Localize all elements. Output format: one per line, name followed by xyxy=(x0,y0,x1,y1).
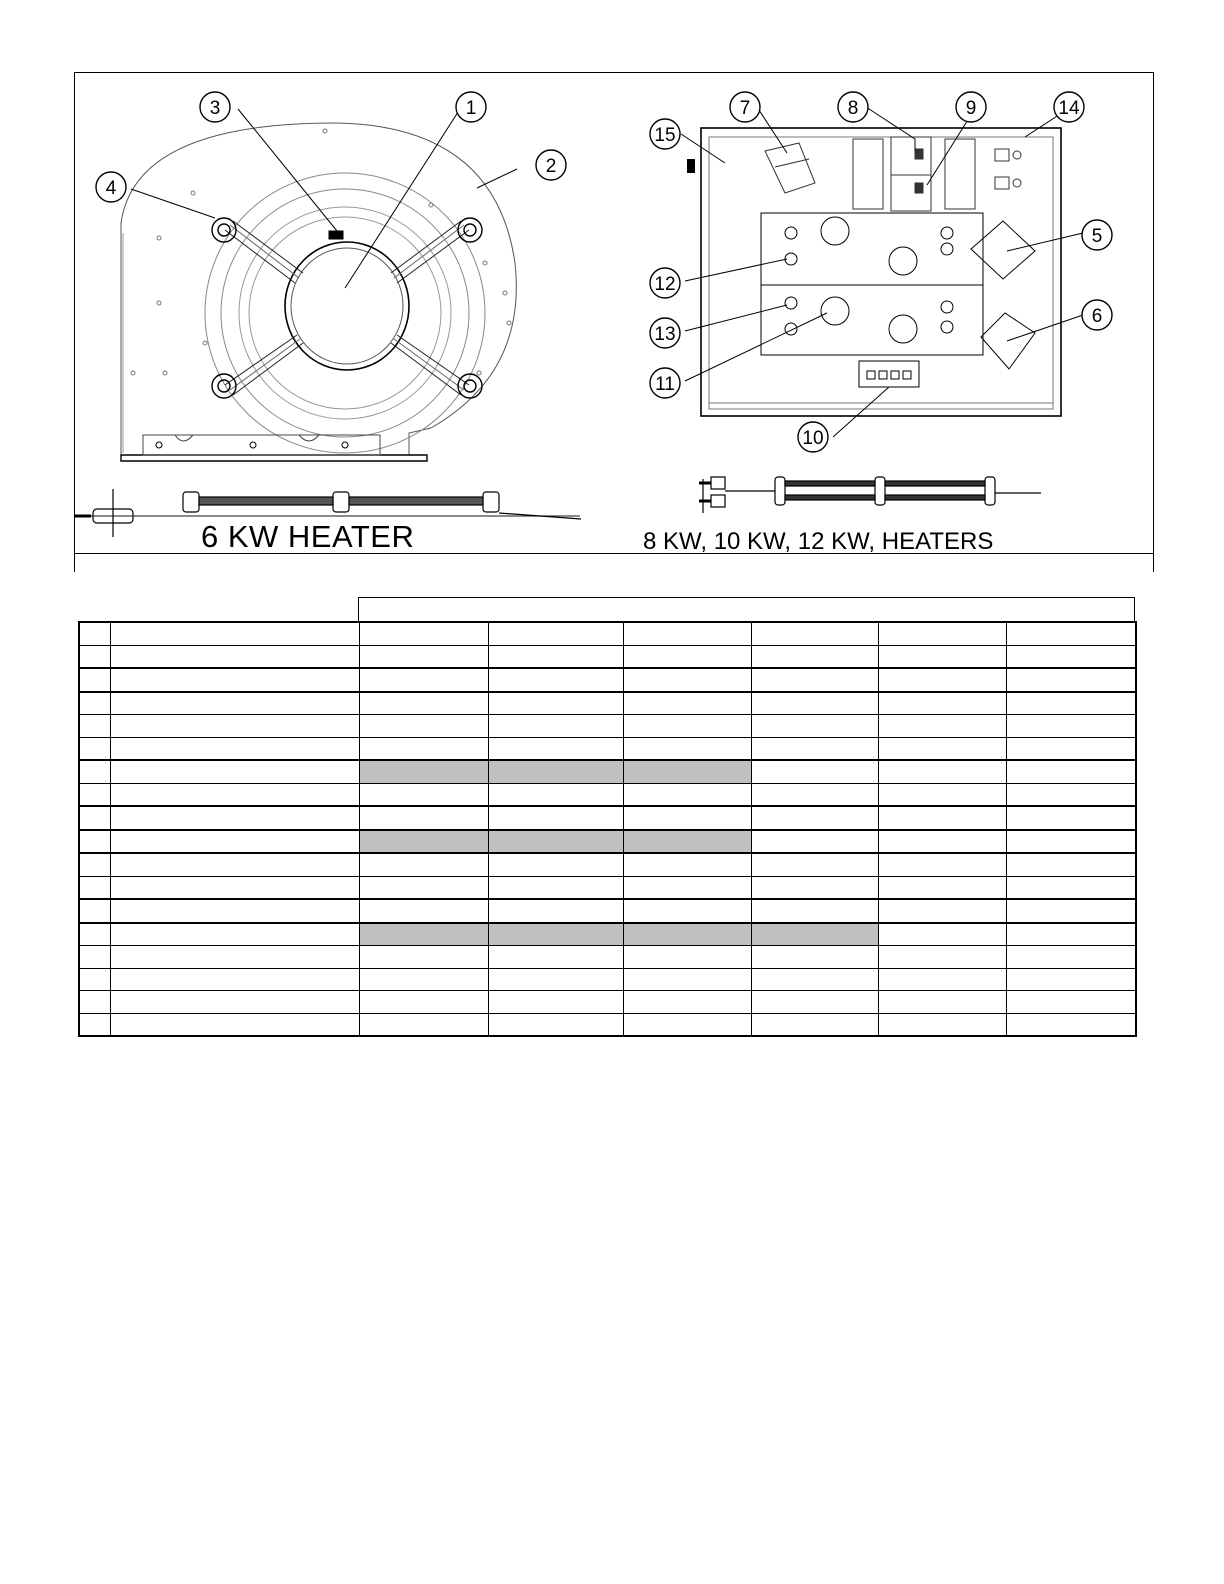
model-part-cell xyxy=(623,899,751,923)
model-part-cell xyxy=(359,876,488,899)
model-part-cell xyxy=(488,830,623,854)
item-number-cell xyxy=(79,876,110,899)
model-part-cell xyxy=(751,622,878,645)
model-part-cell xyxy=(623,1013,751,1036)
description-cell xyxy=(110,692,359,715)
callout-10 xyxy=(798,422,828,452)
model-part-cell xyxy=(1006,692,1136,715)
table-row xyxy=(79,760,1136,783)
description-cell xyxy=(110,783,359,806)
model-part-cell xyxy=(623,806,751,830)
model-part-cell xyxy=(359,760,488,783)
description-cell xyxy=(110,645,359,668)
description-cell xyxy=(110,899,359,923)
model-part-cell xyxy=(751,991,878,1014)
svg-text:8: 8 xyxy=(847,98,859,119)
model-part-cell xyxy=(878,806,1006,830)
model-part-cell xyxy=(1006,991,1136,1014)
item-number-cell xyxy=(79,645,110,668)
parts-list-table-section xyxy=(78,597,1135,1052)
model-part-cell xyxy=(488,737,623,760)
model-part-cell xyxy=(623,715,751,738)
control-box-drawing xyxy=(681,107,1083,437)
model-part-cell xyxy=(751,692,878,715)
callout-3 xyxy=(200,92,230,122)
model-part-cell xyxy=(359,692,488,715)
item-number-cell xyxy=(79,1013,110,1036)
model-part-cell xyxy=(1006,645,1136,668)
description-cell xyxy=(110,991,359,1014)
model-part-cell xyxy=(1006,668,1136,692)
model-part-cell xyxy=(623,968,751,991)
description-cell xyxy=(110,853,359,876)
table-row xyxy=(79,968,1136,991)
item-number-cell xyxy=(79,760,110,783)
svg-text:1: 1 xyxy=(465,98,477,119)
8-10-12kw-heaters-caption: 8 KW, 10 KW, 12 KW, HEATERS xyxy=(643,528,994,555)
model-part-cell xyxy=(878,783,1006,806)
model-part-cell xyxy=(623,760,751,783)
item-number-cell xyxy=(79,806,110,830)
model-part-cell xyxy=(1006,760,1136,783)
model-part-cell xyxy=(623,876,751,899)
model-part-cell xyxy=(623,622,751,645)
description-cell xyxy=(110,715,359,738)
description-cell xyxy=(110,923,359,946)
model-part-cell xyxy=(359,946,488,969)
callout-6 xyxy=(1082,300,1112,330)
model-part-cell xyxy=(488,783,623,806)
table-row xyxy=(79,923,1136,946)
model-part-cell xyxy=(751,737,878,760)
panel-divider xyxy=(75,553,1153,554)
description-cell xyxy=(110,668,359,692)
item-number-cell xyxy=(79,968,110,991)
model-part-cell xyxy=(878,622,1006,645)
model-part-cell xyxy=(488,876,623,899)
model-part-cell xyxy=(751,1013,878,1036)
callout-7 xyxy=(730,92,760,122)
model-part-cell xyxy=(488,899,623,923)
table-row xyxy=(79,737,1136,760)
model-part-cell xyxy=(878,991,1006,1014)
model-part-cell xyxy=(359,1013,488,1036)
8-10-12kw-heater-elements xyxy=(699,477,1041,513)
model-part-cell xyxy=(623,668,751,692)
model-part-cell xyxy=(623,783,751,806)
model-part-cell xyxy=(751,853,878,876)
table-row xyxy=(79,668,1136,692)
model-part-cell xyxy=(359,668,488,692)
callout-2 xyxy=(536,150,566,180)
model-part-cell xyxy=(751,923,878,946)
model-part-cell xyxy=(488,946,623,969)
model-part-cell xyxy=(623,853,751,876)
model-part-cell xyxy=(878,668,1006,692)
description-cell xyxy=(110,946,359,969)
table-row xyxy=(79,806,1136,830)
model-part-cell xyxy=(359,991,488,1014)
model-part-cell xyxy=(1006,715,1136,738)
model-part-cell xyxy=(488,968,623,991)
svg-text:9: 9 xyxy=(965,98,977,119)
item-number-cell xyxy=(79,715,110,738)
model-part-cell xyxy=(488,760,623,783)
table-row xyxy=(79,991,1136,1014)
model-part-cell xyxy=(359,737,488,760)
description-cell xyxy=(110,968,359,991)
model-part-cell xyxy=(359,622,488,645)
svg-text:3: 3 xyxy=(209,98,221,119)
description-cell xyxy=(110,1013,359,1036)
model-part-cell xyxy=(488,668,623,692)
svg-text:5: 5 xyxy=(1091,226,1103,247)
svg-text:4: 4 xyxy=(105,178,117,199)
table-row xyxy=(79,645,1136,668)
svg-text:13: 13 xyxy=(654,324,676,345)
item-number-cell xyxy=(79,946,110,969)
model-part-cell xyxy=(488,923,623,946)
model-part-cell xyxy=(878,645,1006,668)
model-part-cell xyxy=(878,830,1006,854)
model-part-cell xyxy=(1006,923,1136,946)
item-number-cell xyxy=(79,622,110,645)
description-cell xyxy=(110,622,359,645)
item-number-cell xyxy=(79,830,110,854)
model-part-cell xyxy=(359,645,488,668)
item-number-cell xyxy=(79,923,110,946)
callout-15 xyxy=(650,119,680,149)
callout-14 xyxy=(1054,92,1084,122)
callout-balloons xyxy=(96,92,1112,452)
model-part-cell xyxy=(878,715,1006,738)
model-part-cell xyxy=(488,853,623,876)
blower-housing-drawing xyxy=(121,109,517,461)
svg-text:11: 11 xyxy=(655,374,675,395)
model-column-group-header xyxy=(358,597,1135,622)
model-part-cell xyxy=(488,645,623,668)
model-part-cell xyxy=(359,968,488,991)
model-part-cell xyxy=(1006,622,1136,645)
model-part-cell xyxy=(751,876,878,899)
model-part-cell xyxy=(1006,783,1136,806)
item-number-cell xyxy=(79,899,110,923)
model-part-cell xyxy=(751,899,878,923)
6kw-heater-caption: 6 KW HEATER xyxy=(201,519,415,554)
model-part-cell xyxy=(623,830,751,854)
model-part-cell xyxy=(623,692,751,715)
model-part-cell xyxy=(623,645,751,668)
model-part-cell xyxy=(878,876,1006,899)
model-part-cell xyxy=(1006,830,1136,854)
item-number-cell xyxy=(79,783,110,806)
table-row xyxy=(79,622,1136,645)
model-part-cell xyxy=(359,783,488,806)
item-number-cell xyxy=(79,991,110,1014)
svg-text:6: 6 xyxy=(1091,306,1103,327)
table-row xyxy=(79,876,1136,899)
model-part-cell xyxy=(878,853,1006,876)
item-number-cell xyxy=(79,692,110,715)
model-part-cell xyxy=(751,668,878,692)
description-cell xyxy=(110,806,359,830)
model-part-cell xyxy=(878,899,1006,923)
svg-text:12: 12 xyxy=(654,274,676,295)
table-row xyxy=(79,899,1136,923)
model-part-cell xyxy=(623,737,751,760)
table-row xyxy=(79,830,1136,854)
model-part-cell xyxy=(359,923,488,946)
svg-text:14: 14 xyxy=(1058,98,1080,119)
model-part-cell xyxy=(878,692,1006,715)
parts-diagram-panel xyxy=(74,72,1154,572)
model-part-cell xyxy=(878,760,1006,783)
model-part-cell xyxy=(751,968,878,991)
table-row xyxy=(79,692,1136,715)
callout-5 xyxy=(1082,220,1112,250)
table-row xyxy=(79,853,1136,876)
table-row xyxy=(79,946,1136,969)
model-part-cell xyxy=(359,715,488,738)
model-part-cell xyxy=(488,1013,623,1036)
model-part-cell xyxy=(359,899,488,923)
model-part-cell xyxy=(488,991,623,1014)
callout-9 xyxy=(956,92,986,122)
svg-text:15: 15 xyxy=(654,125,676,146)
item-number-cell xyxy=(79,737,110,760)
model-part-cell xyxy=(1006,968,1136,991)
callout-1 xyxy=(456,92,486,122)
table-row xyxy=(79,783,1136,806)
callout-11 xyxy=(650,368,680,398)
table-row xyxy=(79,1013,1136,1036)
callout-12 xyxy=(650,268,680,298)
model-part-cell xyxy=(623,991,751,1014)
model-part-cell xyxy=(488,622,623,645)
heater-parts-diagram xyxy=(75,73,1153,573)
callout-13 xyxy=(650,318,680,348)
model-part-cell xyxy=(488,692,623,715)
svg-text:7: 7 xyxy=(739,98,751,119)
model-part-cell xyxy=(878,1013,1006,1036)
model-part-cell xyxy=(1006,737,1136,760)
model-part-cell xyxy=(878,946,1006,969)
svg-text:2: 2 xyxy=(545,156,557,177)
description-cell xyxy=(110,760,359,783)
model-part-cell xyxy=(1006,899,1136,923)
model-part-cell xyxy=(751,715,878,738)
description-cell xyxy=(110,737,359,760)
model-part-cell xyxy=(751,783,878,806)
model-part-cell xyxy=(751,760,878,783)
model-part-cell xyxy=(359,853,488,876)
model-part-cell xyxy=(359,830,488,854)
model-part-cell xyxy=(751,645,878,668)
model-part-cell xyxy=(1006,876,1136,899)
callout-4 xyxy=(96,172,126,202)
model-part-cell xyxy=(751,946,878,969)
svg-text:10: 10 xyxy=(802,428,824,449)
model-part-cell xyxy=(1006,853,1136,876)
parts-list-table xyxy=(78,621,1137,1037)
description-cell xyxy=(110,830,359,854)
table-row xyxy=(79,715,1136,738)
model-part-cell xyxy=(488,806,623,830)
model-part-cell xyxy=(623,923,751,946)
model-part-cell xyxy=(488,715,623,738)
model-part-cell xyxy=(359,806,488,830)
description-cell xyxy=(110,876,359,899)
callout-8 xyxy=(838,92,868,122)
model-part-cell xyxy=(878,737,1006,760)
model-part-cell xyxy=(1006,1013,1136,1036)
model-part-cell xyxy=(751,830,878,854)
model-part-cell xyxy=(1006,946,1136,969)
item-number-cell xyxy=(79,853,110,876)
model-part-cell xyxy=(623,946,751,969)
item-number-cell xyxy=(79,668,110,692)
model-part-cell xyxy=(1006,806,1136,830)
model-part-cell xyxy=(878,968,1006,991)
model-part-cell xyxy=(878,923,1006,946)
model-part-cell xyxy=(751,806,878,830)
